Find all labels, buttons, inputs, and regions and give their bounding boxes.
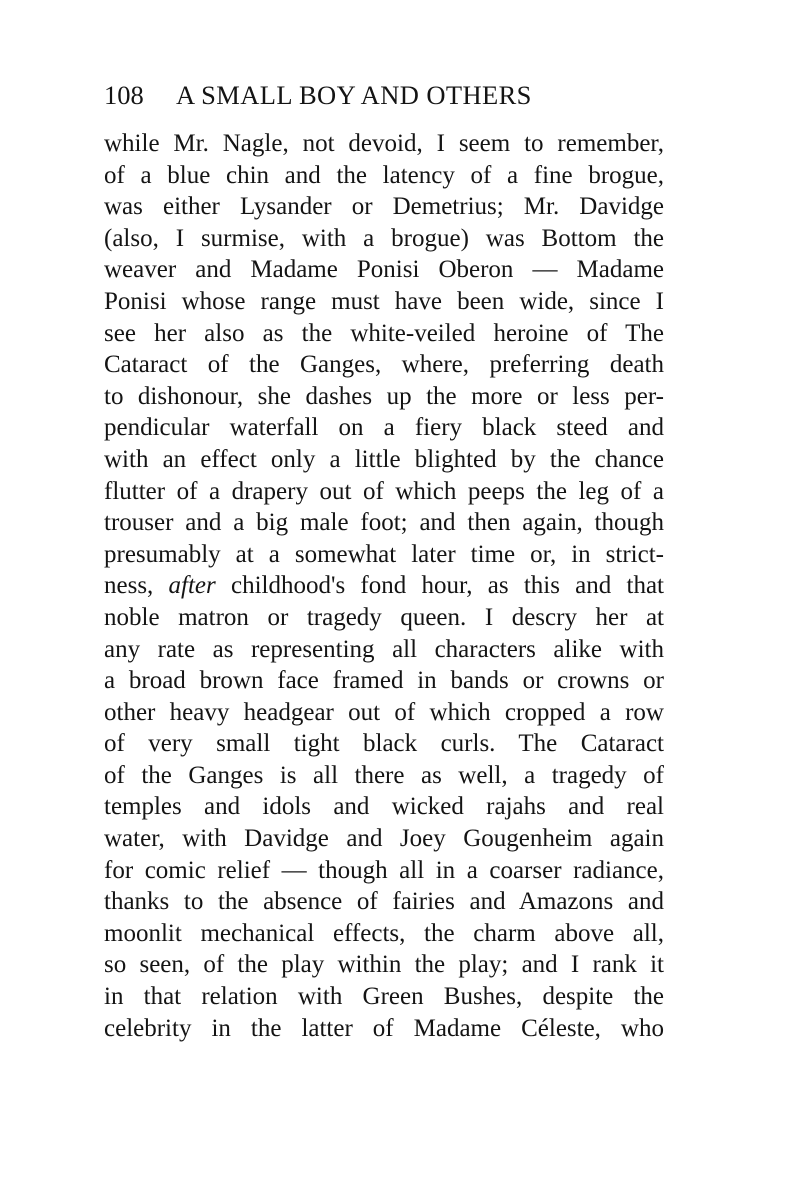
text-line: to dishonour, she dashes up the more or less per- bbox=[104, 382, 664, 410]
text-line: flutter of a drapery out of which peeps the leg of a bbox=[104, 477, 664, 505]
text-line: presumably at a somewhat later time or, in strict- bbox=[104, 540, 664, 568]
text-line: of the Ganges is all there as well, a tragedy of bbox=[104, 761, 664, 789]
italic-word: after bbox=[168, 572, 216, 600]
text-line: Ponisi whose range must have been wide, since I bbox=[104, 287, 664, 315]
body-text bbox=[104, 128, 664, 1044]
text-line: water, with Davidge and Joey Gougenheim again bbox=[104, 825, 664, 853]
text-line: thanks to the absence of fairies and Amazons and bbox=[104, 888, 664, 916]
text-line: noble matron or tragedy queen. I descry her at bbox=[104, 603, 664, 631]
text-line: any rate as representing all characters alike with bbox=[104, 635, 664, 663]
text-line: for comic relief — though all in a coarser radiance, bbox=[104, 856, 664, 884]
text-line: trouser and a big male foot; and then again, though bbox=[104, 509, 664, 537]
text-line: temples and idols and wicked rajahs and real bbox=[104, 793, 664, 821]
text-segment: ness, bbox=[104, 572, 169, 600]
text-line: celebrity in the latter of Madame Céleste, who bbox=[104, 1014, 664, 1042]
text-line: of a blue chin and the latency of a fine brogue, bbox=[104, 161, 664, 189]
text-line: with an effect only a little blighted by the chance bbox=[104, 445, 664, 473]
page-number: 108 bbox=[104, 80, 144, 110]
running-title: A SMALL BOY AND OTHERS bbox=[176, 80, 532, 110]
page-header bbox=[104, 79, 532, 111]
text-line: was either Lysander or Demetrius; Mr. Davidge bbox=[104, 193, 664, 221]
text-line: other heavy headgear out of which cropped a row bbox=[104, 698, 664, 726]
text-line bbox=[104, 570, 664, 602]
text-line: in that relation with Green Bushes, despite the bbox=[104, 983, 664, 1011]
text-line: see her also as the white-veiled heroine of The bbox=[104, 319, 664, 347]
text-line: while Mr. Nagle, not devoid, I seem to remember, bbox=[104, 130, 664, 157]
text-segment: childhood's fond hour, as this and that bbox=[215, 572, 664, 600]
text-line: weaver and Madame Ponisi Oberon — Madame bbox=[104, 256, 664, 284]
text-line: so seen, of the play within the play; and I rank it bbox=[104, 951, 664, 979]
text-line: Cataract of the Ganges, where, preferring death bbox=[104, 351, 664, 379]
text-line: moonlit mechanical effects, the charm above all, bbox=[104, 919, 664, 947]
text-line: of very small tight black curls. The Cataract bbox=[104, 730, 664, 758]
text-line: a broad brown face framed in bands or crowns or bbox=[104, 667, 664, 695]
text-line: (also, I surmise, with a brogue) was Bottom the bbox=[104, 224, 664, 252]
text-line: pendicular waterfall on a fiery black steed and bbox=[104, 414, 664, 442]
